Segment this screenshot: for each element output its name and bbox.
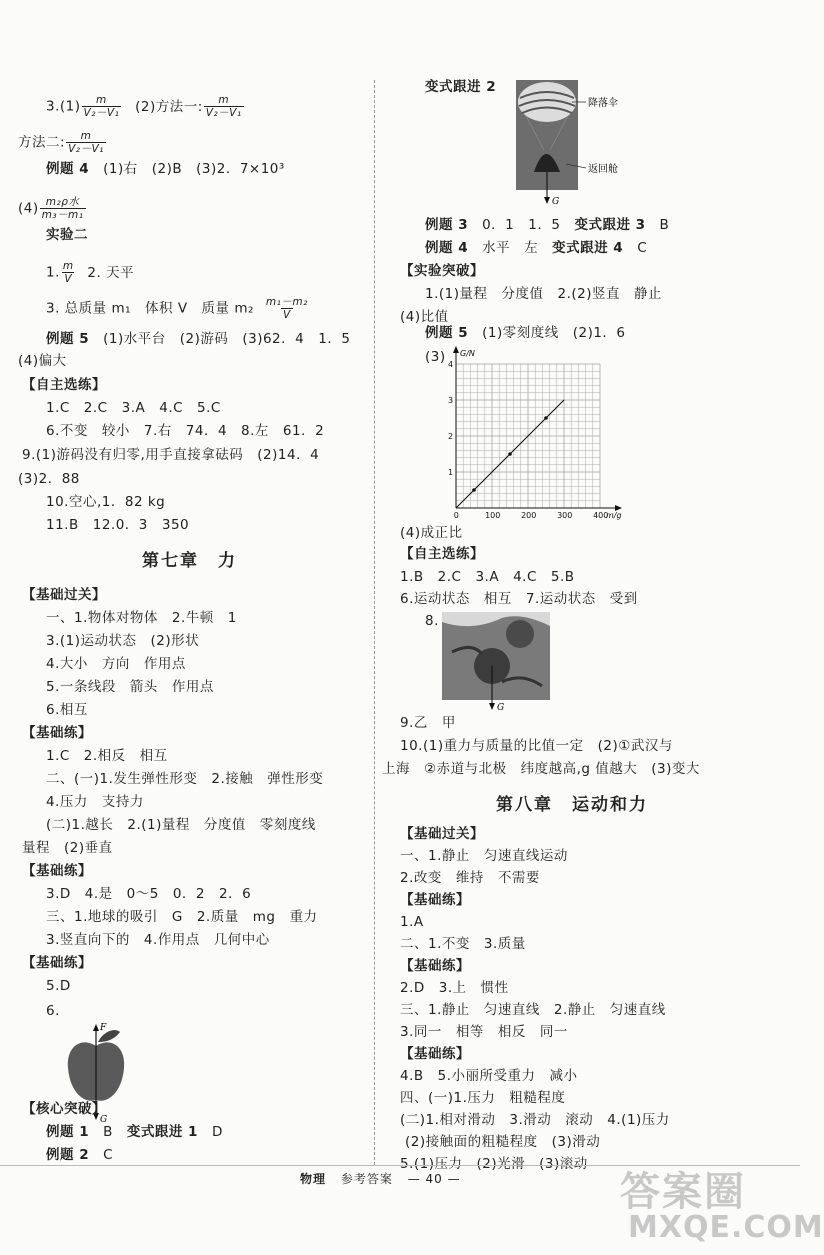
example-line: 例题 4 (1)右 (2)B (3)2．7×10³ xyxy=(46,161,285,177)
graph-prefix: (3) xyxy=(425,349,446,365)
x-axis-label: m/g xyxy=(606,511,622,520)
watermark-logo: 答案圈 xyxy=(620,1169,746,1215)
answer-line: 5.(1)压力 (2)光滑 (3)滚动 xyxy=(400,1156,588,1172)
section-heading: 【自主选练】 xyxy=(22,377,106,393)
gravity-arrowhead xyxy=(489,703,495,710)
section-heading: 【基础练】 xyxy=(22,725,92,741)
fraction: $\frac{m}{\text{V₂－V₁}}$ xyxy=(83,94,120,119)
answer-line: 5.一条线段 箭头 作用点 xyxy=(46,679,214,695)
fraction: $\frac{m}{\text{V₂－V₁}}$ xyxy=(205,94,242,119)
answer-line: 4.压力 支持力 xyxy=(46,794,144,810)
answer-line: 2.D 3.上 惯性 xyxy=(400,980,509,996)
example-line: 例题 5 (1)零刻度线 (2)1．6 xyxy=(425,325,626,341)
x-tick-label: 400 xyxy=(593,511,609,520)
answer-line: 上海 ②赤道与北极 纬度越高,g 值越大 (3)变大 xyxy=(382,761,700,777)
capsule-label: 返回舱 xyxy=(588,164,618,175)
answer-line: 一、1.静止 匀速直线运动 xyxy=(400,848,568,864)
y-tick-label: 4 xyxy=(448,360,454,369)
orange-icon xyxy=(506,620,534,648)
section-heading: 【基础过关】 xyxy=(400,826,484,842)
fraction: $\frac{m}{V}$ xyxy=(62,260,74,285)
watermark-url: MXQE.COM xyxy=(628,1210,824,1245)
answer-line: 三、1.地球的吸引 G 2.质量 mg 重力 xyxy=(46,909,318,925)
y-tick-label: 1 xyxy=(448,468,454,477)
section-heading: 【基础练】 xyxy=(400,1046,470,1062)
answer-line: 三、1.静止 匀速直线 2.静止 匀速直线 xyxy=(400,1002,666,1018)
y-tick-label: 2 xyxy=(448,432,454,441)
y-axis-arrowhead xyxy=(453,346,459,353)
answer-line: (4) $\frac{\text{m₂ρ水}}{\text{m₃－m₁}}$ xyxy=(18,196,84,221)
answer-line: 1.C 2.C 3.A 4.C 5.C xyxy=(46,400,221,416)
orange-tree-photo xyxy=(442,612,552,712)
gravity-arrowhead xyxy=(544,197,550,204)
y-axis-label: G/N xyxy=(460,349,475,358)
answer-line: 3.D 4.是 0～5 0．2 2．6 xyxy=(46,886,252,902)
answer-line: 3.(1)运动状态 (2)形状 xyxy=(46,633,200,649)
answer-line: (二)1.相对滑动 3.滑动 滚动 4.(1)压力 xyxy=(400,1112,670,1128)
chapter-title: 第八章 运动和力 xyxy=(496,795,648,815)
gravity-label: G xyxy=(552,197,560,207)
answer-line: 二、(一)1.发生弹性形变 2.接触 弹性形变 xyxy=(46,771,324,787)
section-heading: 变式跟进 2 xyxy=(425,79,497,95)
answer-line: 3.(1) $\frac{m}{\text{V₂－V₁}}$ (2)方法一: $\frac{m}{\text{V₂－V₁}}$ xyxy=(46,94,242,119)
example-line: 例题 3 0．1 1．5 变式跟进 3 B xyxy=(425,217,670,233)
answer-line: 6.运动状态 相互 7.运动状态 受到 xyxy=(400,591,638,607)
x-tick-label: 100 xyxy=(485,511,501,520)
section-heading: 【基础练】 xyxy=(400,892,470,908)
answer-line: 4.B 5.小丽所受重力 减小 xyxy=(400,1068,578,1084)
answer-line: 9.乙 甲 xyxy=(400,715,456,731)
fraction: $\frac{m}{\text{V₂－V₁}}$ xyxy=(68,130,104,155)
answer-line: 3. 总质量 m₁ 体积 V 质量 m₂ $\frac{\text{m₁－m₂}}{V}$ xyxy=(46,296,308,321)
answer-line: 10.(1)重力与质量的比值一定 (2)①武汉与 xyxy=(400,738,673,754)
section-heading: 【核心突破】 xyxy=(22,1101,106,1117)
answer-line: (4)成正比 xyxy=(400,525,463,541)
arrowhead-up xyxy=(93,1024,99,1031)
answer-line: (二)1.越长 2.(1)量程 分度值 零刻度线 xyxy=(46,817,316,833)
data-point xyxy=(472,488,476,492)
section-heading: 【基础练】 xyxy=(22,863,92,879)
answer-line: 5.D xyxy=(46,978,71,994)
answer-line: 1.C 2.相反 相互 xyxy=(46,748,168,764)
section-heading: 【实验突破】 xyxy=(400,263,484,279)
section-heading: 【基础练】 xyxy=(22,955,92,971)
fraction: $\frac{\text{m₂ρ水}}{\text{m₃－m₁}}$ xyxy=(41,196,84,221)
footer-subject: 物理 xyxy=(300,1172,327,1186)
x-tick-label: 200 xyxy=(521,511,537,520)
answer-line: 8. xyxy=(425,613,439,629)
example-line: 例题 4 水平 左 变式跟进 4 C xyxy=(425,240,648,256)
answer-line: 2.改变 维持 不需要 xyxy=(400,870,540,886)
answer-line: 9.(1)游码没有归零,用手直接拿砝码 (2)14．4 xyxy=(22,447,320,463)
answer-line: 方法二: $\frac{m}{\text{V₂－V₁}}$ xyxy=(18,130,104,155)
gravity-mass-chart xyxy=(440,340,640,522)
section-heading: 【基础过关】 xyxy=(22,587,106,603)
answer-line: (2)接触面的粗糙程度 (3)滑动 xyxy=(405,1134,601,1150)
answer-line: 1.B 2.C 3.A 4.C 5.B xyxy=(400,569,575,585)
answer-line: (4)偏大 xyxy=(18,353,67,369)
force-label-G: G xyxy=(100,1115,108,1125)
page-number: — 40 — xyxy=(407,1172,461,1186)
answer-line: (3)2．88 xyxy=(18,471,80,487)
page-footer xyxy=(300,1170,461,1187)
answer-line: 四、(一)1.压力 粗糙程度 xyxy=(400,1090,566,1106)
data-point xyxy=(508,452,512,456)
section-heading: 实验二 xyxy=(46,227,88,243)
answer-line: 量程 (2)垂直 xyxy=(22,840,113,856)
fraction: $\frac{\text{m₁－m₂}}{V}$ xyxy=(265,296,308,321)
data-point xyxy=(544,416,548,420)
answer-line: 6.相互 xyxy=(46,702,88,718)
column-divider xyxy=(374,80,375,1165)
section-heading: 【基础练】 xyxy=(400,958,470,974)
section-heading: 【自主选练】 xyxy=(400,546,484,562)
answer-line: 一、1.物体对物体 2.牛顿 1 xyxy=(46,610,237,626)
footer-section: 参考答案 xyxy=(340,1172,393,1186)
x-tick-label: 0 xyxy=(453,511,459,520)
answer-line: 3.同一 相等 相反 同一 xyxy=(400,1024,568,1040)
answer-line: 6. xyxy=(46,1003,60,1019)
answer-line: 二、1.不变 3.质量 xyxy=(400,936,526,952)
answer-line: 1. $\frac{m}{V}$ 2. 天平 xyxy=(46,260,135,285)
gravity-label: G xyxy=(497,703,505,713)
parachute-label: 降落伞 xyxy=(588,98,618,109)
y-tick-label: 3 xyxy=(448,396,454,405)
answer-line: 4.大小 方向 作用点 xyxy=(46,656,186,672)
parachute-capsule-photo xyxy=(516,80,666,208)
answer-line: 3.竖直向下的 4.作用点 几何中心 xyxy=(46,932,270,948)
force-label-F: F xyxy=(100,1023,107,1033)
answer-line: 1.A xyxy=(400,914,424,930)
example-line: 例题 2 C xyxy=(46,1147,114,1163)
x-tick-label: 300 xyxy=(557,511,573,520)
answer-line: 11.B 12.0．3 350 xyxy=(46,517,190,533)
parachute-icon xyxy=(518,82,576,122)
answer-line: 1.(1)量程 分度值 2.(2)竖直 静止 xyxy=(425,286,663,302)
answer-line: 10.空心,1．82 kg xyxy=(46,494,166,510)
answer-line: (4)比值 xyxy=(400,309,449,325)
answer-line: 6.不变 较小 7.右 74．4 8.左 61．2 xyxy=(46,423,325,439)
chapter-title: 第七章 力 xyxy=(142,551,237,571)
example-line: 例题 5 (1)水平台 (2)游码 (3)62．4 1．5 xyxy=(46,331,351,347)
example-line: 例题 1 B 变式跟进 1 D xyxy=(46,1124,223,1140)
